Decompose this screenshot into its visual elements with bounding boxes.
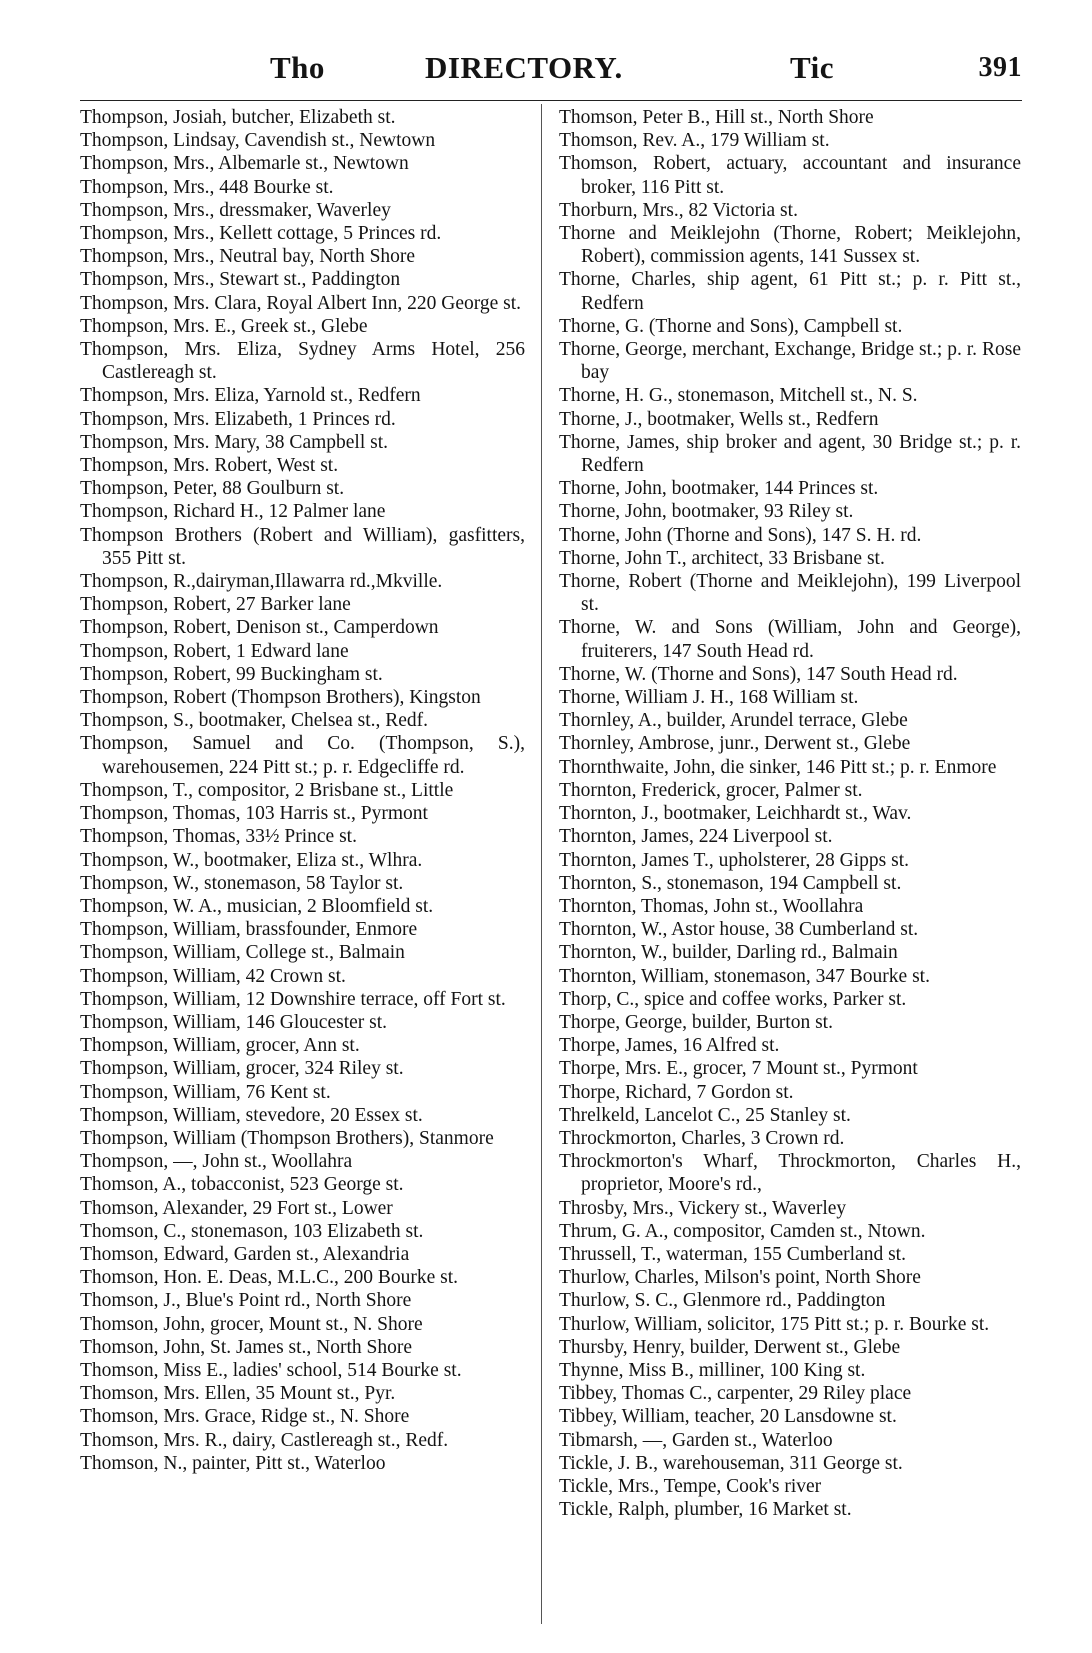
directory-entry: Throckmorton's Wharf, Throckmorton, Charles H., proprietor, Moore's rd., — [559, 1151, 1021, 1196]
directory-entry: Tibbey, Thomas C., carpenter, 29 Riley place — [559, 1383, 912, 1405]
directory-entry: Thornton, W., Astor house, 38 Cumberland st. — [559, 919, 919, 941]
directory-entry: Thorp, C., spice and coffee works, Parker st. — [559, 988, 907, 1010]
directory-entry: Thornton, James, 224 Liverpool st. — [559, 826, 833, 848]
directory-entry: Thompson, S., bootmaker, Chelsea st., Redf. — [80, 710, 429, 732]
directory-entry: Thompson Brothers (Robert and William), gasfitters, 355 Pitt st. — [80, 524, 525, 569]
directory-entry: Thompson, William, stevedore, 20 Essex st. — [80, 1104, 423, 1126]
directory-entry: Thorne and Meiklejohn (Thorne, Robert; Meiklejohn, Robert), commission agents, 141 Sussex st. — [559, 223, 1021, 268]
directory-entry: Thomson, J., Blue's Point rd., North Shore — [80, 1290, 412, 1312]
directory-entry: Thursby, Henry, builder, Derwent st., Glebe — [559, 1336, 901, 1358]
directory-entry: Thompson, William, grocer, 324 Riley st. — [80, 1058, 404, 1080]
directory-entry: Thorne, H. G., stonemason, Mitchell st., N. S. — [559, 385, 918, 407]
directory-entry: Tickle, Mrs., Tempe, Cook's river — [559, 1475, 822, 1497]
directory-entry: Thompson, William, College st., Balmain — [80, 942, 405, 964]
directory-entry: Thomson, Alexander, 29 Fort st., Lower — [80, 1197, 393, 1219]
directory-entry: Thompson, Mrs., dressmaker, Waverley — [80, 199, 391, 221]
directory-entry: Thompson, Mrs. E., Greek st., Glebe — [80, 315, 368, 337]
directory-entry: Thomson, C., stonemason, 103 Elizabeth st. — [80, 1220, 424, 1242]
directory-entry: Thompson, Robert, 27 Barker lane — [80, 594, 351, 616]
directory-entry: Thompson, Mrs. Eliza, Sydney Arms Hotel, 256 Castlereagh st. — [80, 339, 525, 384]
directory-entry: Thorpe, Mrs. E., grocer, 7 Mount st., Pyrmont — [559, 1058, 918, 1080]
directory-entry: Thornton, J., bootmaker, Leichhardt st., Wav. — [559, 803, 912, 825]
directory-entry: Thornton, Frederick, grocer, Palmer st. — [559, 779, 863, 801]
directory-entry: Throsby, Mrs., Vickery st., Waverley — [559, 1197, 847, 1219]
directory-entry: Thomson, N., painter, Pitt st., Waterloo — [80, 1452, 386, 1474]
directory-entry: Thompson, Robert, Denison st., Camperdown — [80, 617, 439, 639]
directory-entry: Thornton, William, stonemason, 347 Bourke st. — [559, 965, 930, 987]
header-title: DIRECTORY. — [425, 50, 623, 85]
directory-entry: Thompson, Thomas, 33½ Prince st. — [80, 826, 357, 848]
directory-entry: Thompson, William, grocer, Ann st. — [80, 1035, 360, 1057]
directory-entry: Thompson, W. A., musician, 2 Bloomfield st. — [80, 895, 434, 917]
directory-entry: Thomson, John, St. James st., North Shore — [80, 1336, 413, 1358]
directory-entry: Thrussell, T., waterman, 155 Cumberland st. — [559, 1243, 906, 1265]
directory-entry: Thurlow, S. C., Glenmore rd., Paddington — [559, 1290, 886, 1312]
directory-entry: Thorpe, James, 16 Alfred st. — [559, 1035, 780, 1057]
header-right-guide-word: Tic — [790, 50, 834, 85]
directory-entry: Thorpe, George, builder, Burton st. — [559, 1011, 833, 1033]
directory-entry: Thorne, Charles, ship agent, 61 Pitt st.; p. r. Pitt st., Redfern — [559, 269, 1021, 314]
directory-entry: Thornton, James T., upholsterer, 28 Gipps st. — [559, 849, 910, 871]
directory-entry: Thorne, George, merchant, Exchange, Bridge st.; p. r. Rose bay — [559, 339, 1021, 384]
directory-entry: Thomson, A., tobacconist, 523 George st. — [80, 1174, 404, 1196]
directory-entry: Threlkeld, Lancelot C., 25 Stanley st. — [559, 1104, 851, 1126]
directory-entry: Thorne, John, bootmaker, 93 Riley st. — [559, 501, 854, 523]
directory-entry: Thompson, Mrs. Clara, Royal Albert Inn, 220 George st. — [80, 292, 522, 314]
directory-entry: Thompson, Lindsay, Cavendish st., Newtown — [80, 130, 436, 152]
directory-entry: Thomson, Hon. E. Deas, M.L.C., 200 Bourke st. — [80, 1267, 459, 1289]
directory-entry: Thompson, Mrs. Robert, West st. — [80, 455, 339, 477]
directory-entry: Thorne, William J. H., 168 William st. — [559, 687, 859, 709]
directory-entry: Thompson, Samuel and Co. (Thompson, S.), warehousemen, 224 Pitt st.; p. r. Edgecliffe rd. — [80, 733, 525, 778]
directory-entry: Thomson, Rev. A., 179 William st. — [559, 130, 830, 152]
directory-entry: Thompson, T., compositor, 2 Brisbane st., Little — [80, 779, 454, 801]
left-column — [80, 106, 525, 1475]
directory-entry: Tickle, J. B., warehouseman, 311 George st. — [559, 1452, 903, 1474]
directory-entry: Thomson, Robert, actuary, accountant and insurance broker, 116 Pitt st. — [559, 153, 1021, 198]
directory-entry: Thompson, William, 42 Crown st. — [80, 965, 346, 987]
right-column — [559, 106, 1021, 1521]
directory-entry: Thompson, R.,dairyman,Illawarra rd.,Mkville. — [80, 571, 443, 593]
directory-entry: Thurlow, William, solicitor, 175 Pitt st.; p. r. Bourke st. — [559, 1313, 990, 1335]
directory-entry: Thompson, William, 12 Downshire terrace, off Fort st. — [80, 988, 506, 1010]
directory-entry: Thomson, Mrs. Ellen, 35 Mount st., Pyr. — [80, 1383, 396, 1405]
directory-entry: Thornley, A., builder, Arundel terrace, Glebe — [559, 710, 908, 732]
directory-entry: Thompson, W., stonemason, 58 Taylor st. — [80, 872, 404, 894]
directory-entry: Thorne, John T., architect, 33 Brisbane st. — [559, 547, 885, 569]
directory-entry: Thorburn, Mrs., 82 Victoria st. — [559, 199, 798, 221]
column-divider — [541, 104, 542, 1624]
directory-entry: Thomson, Miss E., ladies' school, 514 Bourke st. — [80, 1359, 462, 1381]
directory-entry: Thorne, Robert (Thorne and Meiklejohn), 199 Liverpool st. — [559, 571, 1021, 616]
directory-entry: Thynne, Miss B., milliner, 100 King st. — [559, 1359, 866, 1381]
directory-entry: Thompson, Mrs., Albemarle st., Newtown — [80, 153, 409, 175]
directory-entry: Thorne, W. and Sons (William, John and George), fruiterers, 147 South Head rd. — [559, 617, 1021, 662]
page-number: 391 — [978, 52, 1022, 83]
directory-entry: Thornton, Thomas, John st., Woollahra — [559, 895, 864, 917]
directory-entry: Thomson, Peter B., Hill st., North Shore — [559, 107, 874, 128]
directory-entry: Thornton, S., stonemason, 194 Campbell st. — [559, 872, 902, 894]
directory-entry: Thornthwaite, John, die sinker, 146 Pitt st.; p. r. Enmore — [559, 756, 997, 778]
directory-entry: Thomson, Mrs. R., dairy, Castlereagh st., Redf. — [80, 1429, 449, 1451]
running-header — [80, 50, 1022, 94]
header-rule — [80, 100, 1022, 101]
directory-entry: Thompson, Robert, 99 Buckingham st. — [80, 663, 383, 685]
directory-entry: Throckmorton, Charles, 3 Crown rd. — [559, 1127, 845, 1149]
directory-entry: Thorne, John, bootmaker, 144 Princes st. — [559, 478, 879, 500]
directory-entry: Thompson, Mrs. Mary, 38 Campbell st. — [80, 431, 389, 453]
directory-entry: Thompson, William (Thompson Brothers), Stanmore — [80, 1127, 494, 1149]
directory-entry: Thompson, William, 76 Kent st. — [80, 1081, 331, 1103]
directory-entry: Thurlow, Charles, Milson's point, North Shore — [559, 1267, 921, 1289]
directory-entry: Thompson, Mrs. Elizabeth, 1 Princes rd. — [80, 408, 396, 430]
directory-entry: Thrum, G. A., compositor, Camden st., Ntown. — [559, 1220, 926, 1242]
directory-entry: Thorne, G. (Thorne and Sons), Campbell st. — [559, 315, 903, 337]
directory-entry: Thompson, Richard H., 12 Palmer lane — [80, 501, 386, 523]
directory-entry: Thorne, J., bootmaker, Wells st., Redfern — [559, 408, 879, 430]
directory-entry: Thompson, W., bootmaker, Eliza st., Wlhra. — [80, 849, 423, 871]
directory-entry: Tibbey, William, teacher, 20 Lansdowne st. — [559, 1406, 897, 1428]
directory-entry: Thompson, Robert (Thompson Brothers), Kingston — [80, 687, 481, 709]
directory-entry: Thorne, W. (Thorne and Sons), 147 South Head rd. — [559, 663, 958, 685]
directory-entry: Thompson, Josiah, butcher, Elizabeth st. — [80, 107, 396, 128]
directory-entry: Thompson, Mrs., Kellett cottage, 5 Princes rd. — [80, 223, 442, 245]
directory-entry: Thompson, William, 146 Gloucester st. — [80, 1011, 388, 1033]
directory-entry: Thompson, Mrs., 448 Bourke st. — [80, 176, 334, 198]
directory-entry: Thompson, William, brassfounder, Enmore — [80, 919, 418, 941]
directory-entry: Thornley, Ambrose, junr., Derwent st., Glebe — [559, 733, 911, 755]
directory-entry: Thompson, Thomas, 103 Harris st., Pyrmont — [80, 803, 428, 825]
directory-entry: Thorne, John (Thorne and Sons), 147 S. H. rd. — [559, 524, 922, 546]
directory-entry: Thompson, Robert, 1 Edward lane — [80, 640, 349, 662]
directory-entry: Thompson, Peter, 88 Goulburn st. — [80, 478, 345, 500]
directory-entry: Thompson, Mrs., Neutral bay, North Shore — [80, 246, 416, 268]
directory-entry: Thomson, Mrs. Grace, Ridge st., N. Shore — [80, 1406, 410, 1428]
directory-entry: Thorne, James, ship broker and agent, 30 Bridge st.; p. r. Redfern — [559, 431, 1021, 477]
directory-entry: Thomson, Edward, Garden st., Alexandria — [80, 1243, 410, 1265]
directory-entry: Tibmarsh, —, Garden st., Waterloo — [559, 1429, 833, 1451]
directory-entry: Thomson, John, grocer, Mount st., N. Shore — [80, 1313, 423, 1335]
directory-entry: Tickle, Ralph, plumber, 16 Market st. — [559, 1499, 852, 1521]
directory-entry: Thompson, Mrs., Stewart st., Paddington — [80, 269, 401, 291]
directory-entry: Thorpe, Richard, 7 Gordon st. — [559, 1081, 794, 1103]
directory-entry: Thornton, W., builder, Darling rd., Balmain — [559, 942, 898, 964]
directory-entry: Thompson, —, John st., Woollahra — [80, 1151, 353, 1173]
header-left-guide-word: Tho — [270, 50, 325, 85]
directory-entry: Thompson, Mrs. Eliza, Yarnold st., Redfern — [80, 385, 421, 407]
